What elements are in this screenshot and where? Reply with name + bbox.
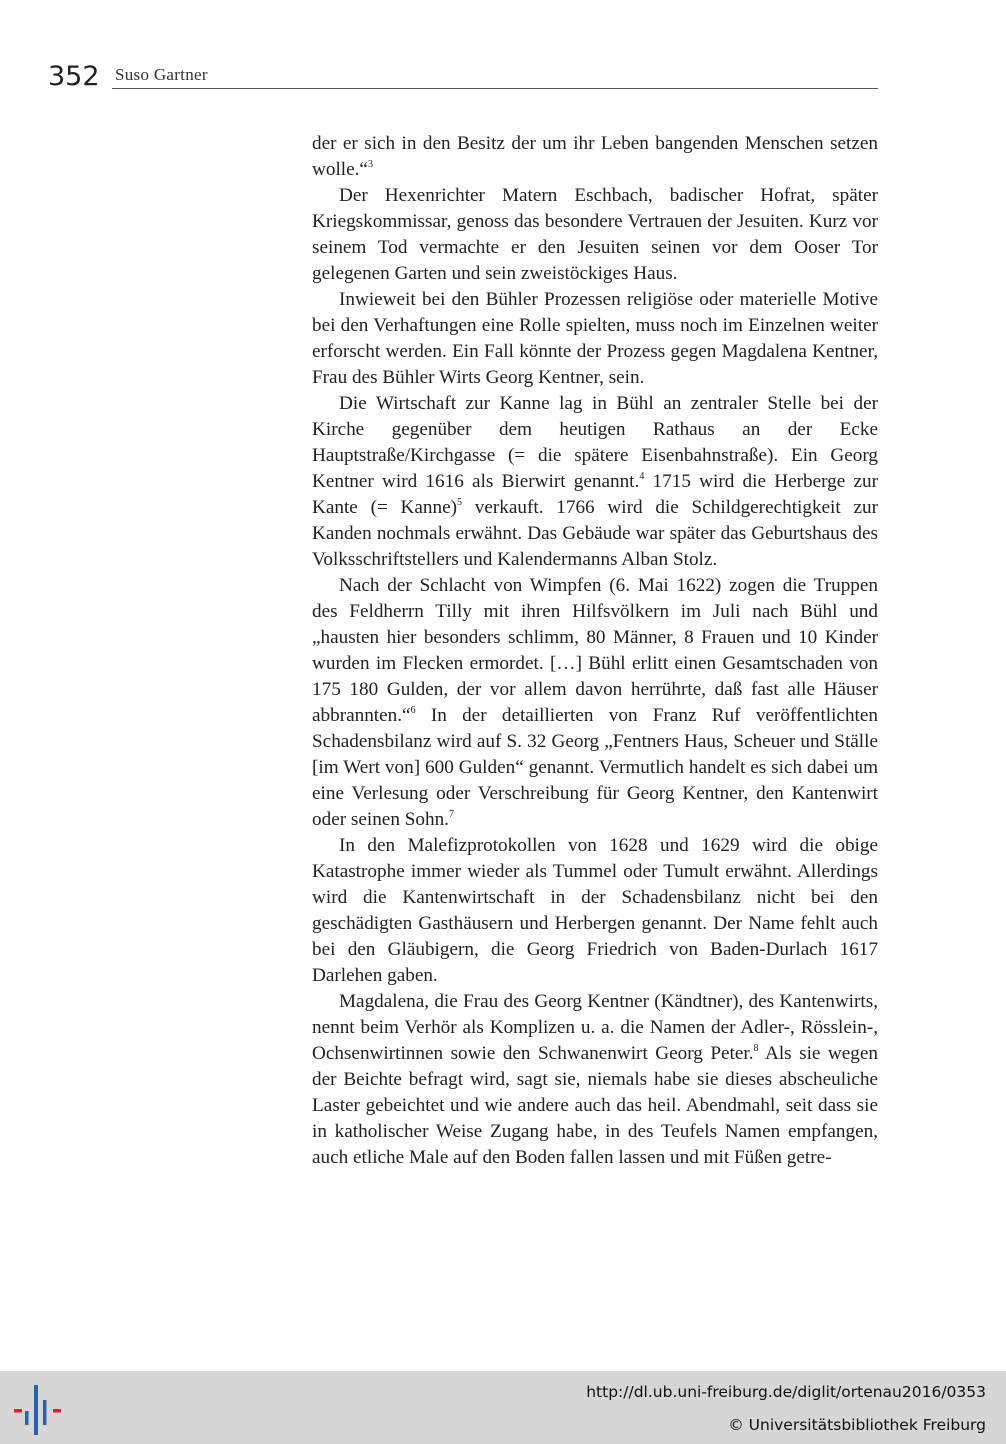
paragraph-3: [312, 287, 878, 391]
footnote-ref: 5: [457, 497, 463, 508]
footnote-ref: 8: [753, 1043, 759, 1054]
footer-bar: [0, 1371, 1006, 1444]
paragraph-text: Inwieweit bei den Bühler Prozessen religiöse oder materielle Motive bei den Verhaftungen eine Rolle spielten, muss noch im Einzelnen weiter erforscht werden. Ein Fall könnte der Prozess gegen Magdalena Kentner, Frau des Bühler Wirts Georg Kentner, sein.: [312, 289, 878, 388]
footnote-ref: 3: [367, 159, 373, 170]
paragraph-text: Der Hexenrichter Matern Eschbach, badischer Hofrat, später Kriegskommissar, genoss das besondere Vertrauen der Jesuiten. Kurz vor seinem Tod vermachte er den Jesuiten seinen vor dem Ooser Tor gelegenen Garten und sein zweistöckiges Haus.: [312, 185, 878, 284]
paragraph-7: [312, 989, 878, 1171]
paragraph-text: Magdalena, die Frau des Georg Kentner (Kändtner), des Kantenwirts, nennt beim Verhör als Komplizen u. a. die Namen der Adler-, Rösslein-, Ochsenwirtinnen sowie den Schwanenwirt Georg Peter.: [312, 991, 878, 1064]
paragraph-4: [312, 391, 878, 573]
paragraph-5: [312, 573, 878, 833]
footnote-ref: 6: [410, 705, 416, 716]
page-number: 352: [48, 61, 100, 92]
university-library-logo-icon: [12, 1385, 64, 1435]
paragraph-text: Nach der Schlacht von Wimpfen (6. Mai 1622) zogen die Truppen des Feldherrn Tilly mit ihren Hilfsvölkern im Juli nach Bühl und „hausten hier besonders schlimm, 80 Männer, 8 Frauen und 10 Kinder wurden im Flecken ermordet. […] Bühl erlitt einen Gesamtschaden von 175 180 Gulden, der vor allem davon herrührte, daß fast alle Häuser abbrannten.“: [312, 575, 878, 726]
paragraph-2: [312, 183, 878, 287]
paragraph-text: Als sie wegen der Beichte befragt wird, sagt sie, niemals habe sie dieses abscheuliche Laster gebeichtet und wie andere auch das heil. Abendmahl, seit dass sie in katholischer Weise Zugang habe, in des Teufels Namen empfangen, auch etliche Male auf den Boden fallen lassen und mit Füßen getre-: [312, 1043, 878, 1168]
source-url-link[interactable]: http://dl.ub.uni-freiburg.de/diglit/ortenau2016/0353: [586, 1383, 986, 1401]
header-rule: [112, 88, 878, 89]
paragraph-text: der er sich in den Besitz der um ihr Leben bangenden Menschen setzen wolle.“: [312, 133, 878, 180]
running-head-author: Suso Gartner: [115, 65, 208, 84]
paragraph-text: Die Wirtschaft zur Kanne lag in Bühl an zentraler Stelle bei der Kirche gegenüber dem heutigen Rathaus an der Ecke Hauptstraße/Kirchgasse (= die spätere Eisenbahnstraße). Ein Georg Kentner wird 1616 als Bierwirt genannt.: [312, 393, 878, 492]
footnote-ref: 7: [448, 809, 454, 820]
copyright-notice: © Universitätsbibliothek Freiburg: [728, 1416, 986, 1434]
paragraph-text: 1715 wird die Herberge zur Kante (= Kanne): [312, 471, 878, 518]
article-body: [312, 131, 878, 1171]
paragraph-text: In den Malefizprotokollen von 1628 und 1629 wird die obige Katastrophe immer wieder als Tummel oder Tumult erwähnt. Allerdings wird die Kantenwirtschaft in der Schadensbilanz nicht bei den geschädigten Gasthäusern und Herbergen genannt. Der Name fehlt auch bei den Gläubigern, die Georg Friedrich von Baden-Durlach 1617 Darlehen gaben.: [312, 835, 878, 986]
footnote-ref: 4: [639, 471, 645, 482]
paragraph-1: [312, 131, 878, 183]
paragraph-text: verkauft. 1766 wird die Schildgerechtigkeit zur Kanden nochmals erwähnt. Das Gebäude war später das Geburtshaus des Volksschriftstellers und Kalendermanns Alban Stolz.: [312, 497, 878, 570]
page-header: [48, 60, 878, 90]
paragraph-6: [312, 833, 878, 989]
paragraph-text: In der detaillierten von Franz Ruf veröffentlichten Schadensbilanz wird auf S. 32 Georg „Fentners Haus, Scheuer und Ställe [im Wert von] 600 Gulden“ genannt. Vermutlich handelt es sich dabei um eine Verlesung oder Verschreibung für Georg Kentner, den Kantenwirt oder seinen Sohn.: [312, 705, 878, 830]
